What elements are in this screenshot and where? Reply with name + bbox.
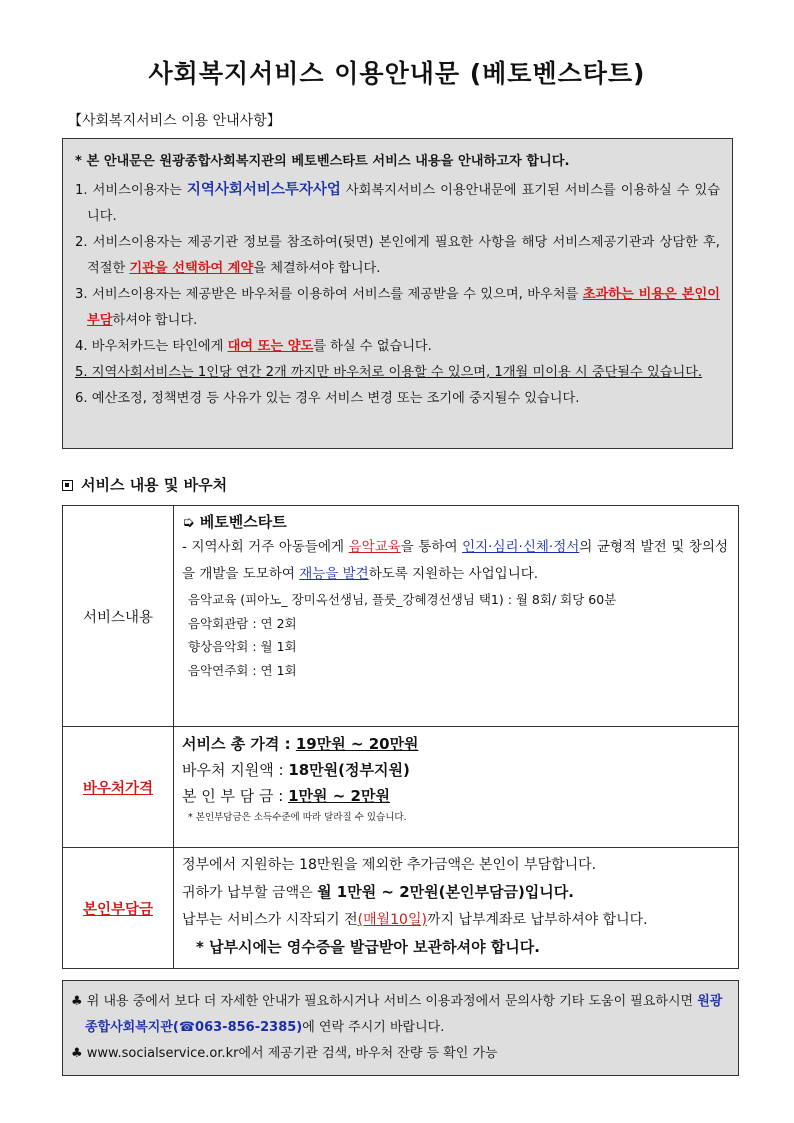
notice-item-2: 2. 서비스이용자는 제공기관 정보를 참조하여(뒷면) 본인에게 필요한 사항을 해당 서비스제공기관과 상담한 후, 적절한 기관을 선택하여 계약을 체결하셔야 합니다. [75, 235, 720, 276]
copay-line-2: 귀하가 납부할 금액은 월 1만원 ~ 2만원(본인부담금)입니다. [182, 883, 574, 901]
copay-line-1: 정부에서 지원하는 18만원을 제외한 추가금액은 본인이 부담합니다. [182, 857, 597, 873]
voucher-total: 서비스 총 가격 : 19만원 ~ 20만원 [182, 735, 419, 753]
row-head-copay: 본인부담금 [63, 848, 174, 969]
service-content [174, 506, 739, 727]
section-label-notice: 【사회복지서비스 이용 안내사항】 [68, 113, 281, 129]
notice-item-5: 5. 지역사회서비스는 1인당 연간 2개 까지만 바우처로 이용할 수 있으며, 1개월 미이용 시 중단될수 있습니다. [75, 365, 703, 380]
notice-item-1: 1. 서비스이용자는 지역사회서비스투자사업 사회복지서비스 이용안내문에 표기된 서비스를 이용하실 수 있습니다. [75, 182, 720, 224]
footer-website: ♣ www.socialservice.or.kr에서 제공기관 검색, 바우처 잔량 등 확인 가능 [71, 1046, 498, 1061]
footer-box [62, 980, 739, 1076]
notice-box [62, 138, 733, 449]
voucher-self: 본 인 부 담 금 : 1만원 ~ 2만원 [182, 787, 390, 805]
copay-line-3: 납부는 서비스가 시작되기 전(매월10일)까지 납부계좌로 납부하셔야 합니다. [182, 912, 648, 928]
copay-line-4: * 납부시에는 영수증을 발급받아 보관하셔야 합니다. [196, 938, 540, 956]
service-line-1: 음악교육 (피아노_ 장미옥선생님, 플룻_강혜경선생님 택1) : 월 8회/ 회당 60분 [188, 592, 617, 607]
voucher-note: * 본인부담금은 소득수준에 따라 달라질 수 있습니다. [188, 812, 407, 823]
service-line-4: 음악연주회 : 연 1회 [188, 662, 297, 678]
copay-content [174, 848, 739, 969]
notice-intro: * 본 안내문은 원광종합사회복지관의 베토벤스타트 서비스 내용을 안내하고자 합니다. [75, 154, 570, 169]
voucher-content [174, 727, 739, 848]
row-head-voucher: 바우처가격 [63, 727, 174, 848]
service-description: - 지역사회 거주 아동들에게 음악교육을 통하여 인지·심리·신체·정서의 균형적 발전 및 창의성을 개발을 도모하여 재능을 발견하도록 지원하는 사업입니다. [182, 539, 728, 582]
notice-item-3: 3. 서비스이용자는 제공받은 바우처를 이용하여 서비스를 제공받을 수 있으며, 바우처를 초과하는 비용은 본인이 부담하셔야 합니다. [75, 287, 720, 328]
service-line-2: 음악회관람 : 연 2회 [188, 615, 297, 631]
row-head-service: 서비스내용 [63, 506, 174, 727]
notice-item-4: 4. 바우처카드는 타인에게 대여 또는 양도를 하실 수 없습니다. [75, 339, 432, 354]
service-name: ➭ 베토벤스타트 [182, 513, 287, 531]
notice-item-6: 6. 예산조정, 정책변경 등 사유가 있는 경우 서비스 변경 또는 조기에 중지될수 있습니다. [75, 391, 580, 406]
section-label-service: 서비스 내용 및 바우처 [62, 474, 227, 495]
square-bullet-icon [62, 480, 73, 491]
voucher-support: 바우처 지원액 : 18만원(정부지원) [182, 761, 410, 779]
page-title: 사회복지서비스 이용안내문 (베토벤스타트) [148, 59, 646, 88]
service-table [62, 505, 739, 969]
service-line-3: 향상음악회 : 월 1회 [188, 639, 297, 654]
footer-contact: ♣ 위 내용 중에서 보다 더 자세한 안내가 필요하시거나 서비스 이용과정에서 문의사항 기타 도움이 필요하시면 원광종합사회복지관(☎063-856-2385)에 연락 주시기 바랍니다. [71, 994, 723, 1035]
